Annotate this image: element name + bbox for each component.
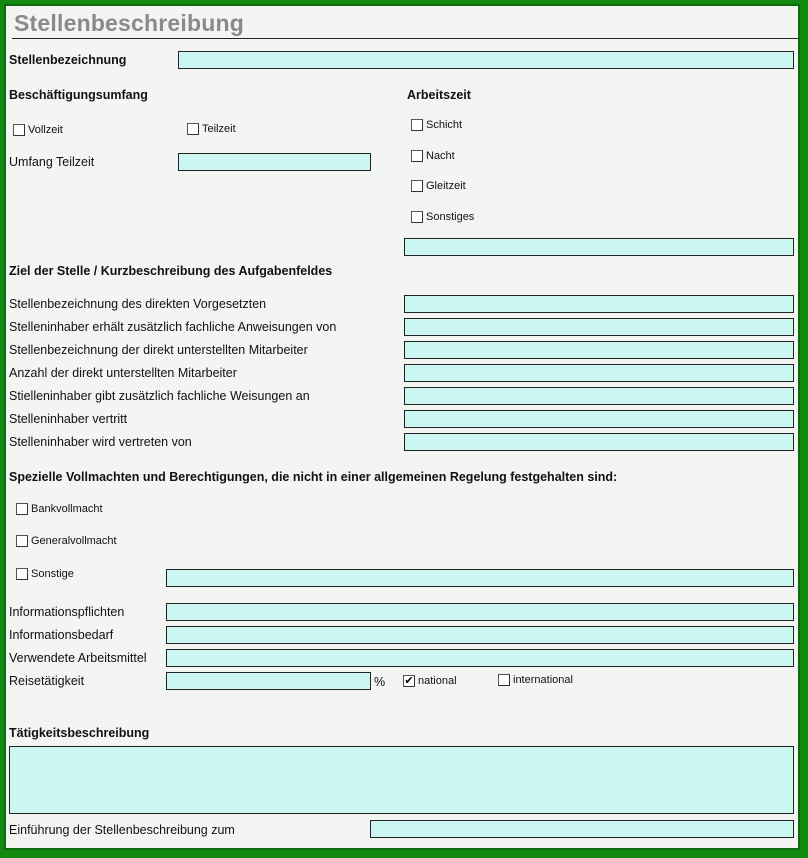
anweisungen-von-field[interactable] [404,318,794,336]
stellenbezeichnung-field[interactable] [178,51,794,69]
arbeitsmittel-label: Verwendete Arbeitsmittel [9,651,147,665]
page-title: Stellenbeschreibung [14,10,245,36]
einfuehrung-label: Einführung der Stellenbeschreibung zum [9,823,235,837]
umfang-teilzeit-label: Umfang Teilzeit [9,155,95,169]
sonstiges-checkbox[interactable] [411,211,423,223]
informationsbedarf-field[interactable] [166,626,794,644]
vertreten-von-field[interactable] [404,433,794,451]
vollzeit-option[interactable] [13,124,63,136]
vertritt-field[interactable] [404,410,794,428]
taetigkeit-textarea[interactable] [9,746,794,814]
informationsbedarf-label: Informationsbedarf [9,628,114,642]
national-option[interactable] [403,675,457,687]
taetigkeit-heading: Tätigkeitsbeschreibung [9,726,150,740]
ziel-row-label: Anzahl der direkt unterstellten Mitarbeiter [9,366,237,380]
sonstiges-label: Sonstiges [426,211,475,223]
gleitzeit-checkbox[interactable] [411,180,423,192]
national-checkbox[interactable]: ✔ [404,675,414,687]
ziel-row-label: Stelleninhaber wird vertreten von [9,435,192,449]
bankvollmacht-label: Bankvollmacht [31,503,103,515]
schicht-label: Schicht [426,119,463,131]
gleitzeit-label: Gleitzeit [426,180,466,192]
sonstige-vollmacht-field[interactable] [166,569,794,587]
ziel-heading: Ziel der Stelle / Kurzbeschreibung des Aufgabenfeldes [9,264,333,278]
vollmachten-heading: Spezielle Vollmachten und Berechtigungen, die nicht in einer allgemeinen Regelung festgehalten sind: [9,470,618,484]
arbeitszeit-heading: Arbeitszeit [407,88,471,102]
generalvollmacht-checkbox[interactable] [16,535,28,547]
umfang-teilzeit-field[interactable] [178,153,371,171]
generalvollmacht-option[interactable] [16,535,117,547]
arbeitsmittel-field[interactable] [166,649,794,667]
sonstige-option[interactable] [16,568,74,580]
schicht-option[interactable] [411,119,462,131]
arbeitszeit-sonstiges-field[interactable] [404,238,794,256]
title-divider [12,38,798,39]
teilzeit-option[interactable] [187,123,236,135]
form-page [4,4,800,850]
international-checkbox[interactable] [498,674,510,686]
international-label: international [513,674,573,686]
sonstige-checkbox[interactable] [16,568,28,580]
stellenbezeichnung-label: Stellenbezeichnung [9,53,127,67]
schicht-checkbox[interactable] [411,119,423,131]
vollzeit-label: Vollzeit [28,124,63,136]
national-label: national [418,675,457,687]
informationspflichten-field[interactable] [166,603,794,621]
unterstellte-mitarbeiter-field[interactable] [404,341,794,359]
ziel-row-label: Stellenbezeichnung der direkt unterstellten Mitarbeiter [9,343,308,357]
anzahl-mitarbeiter-field[interactable] [404,364,794,382]
weisungen-an-field[interactable] [404,387,794,405]
bankvollmacht-checkbox[interactable] [16,503,28,515]
informationspflichten-label: Informationspflichten [9,605,125,619]
gleitzeit-option[interactable] [411,180,466,192]
sonstiges-option[interactable] [411,211,474,223]
ziel-row-label: Stielleninhaber gibt zusätzlich fachliche Weisungen an [9,389,310,403]
einfuehrung-field[interactable] [370,820,794,838]
international-option[interactable] [498,674,573,686]
bankvollmacht-option[interactable] [16,503,103,515]
beschaeftigungsumfang-heading: Beschäftigungsumfang [9,88,148,102]
nacht-checkbox[interactable] [411,150,423,162]
vorgesetzter-field[interactable] [404,295,794,313]
nacht-label: Nacht [426,150,455,162]
ziel-row-label: Stelleninhaber vertritt [9,412,128,426]
reisetaetigkeit-label: Reisetätigkeit [9,674,85,688]
sonstige-label: Sonstige [31,568,74,580]
teilzeit-checkbox[interactable] [187,123,199,135]
teilzeit-label: Teilzeit [202,123,236,135]
percent-unit: % [374,675,386,689]
reisetaetigkeit-field[interactable] [166,672,371,690]
ziel-row-label: Stelleninhaber erhält zusätzlich fachliche Anweisungen von [9,320,337,334]
nacht-option[interactable] [411,150,455,162]
generalvollmacht-label: Generalvollmacht [31,535,117,547]
vollzeit-checkbox[interactable] [13,124,25,136]
ziel-row-label: Stellenbezeichnung des direkten Vorgesetzten [9,297,267,311]
